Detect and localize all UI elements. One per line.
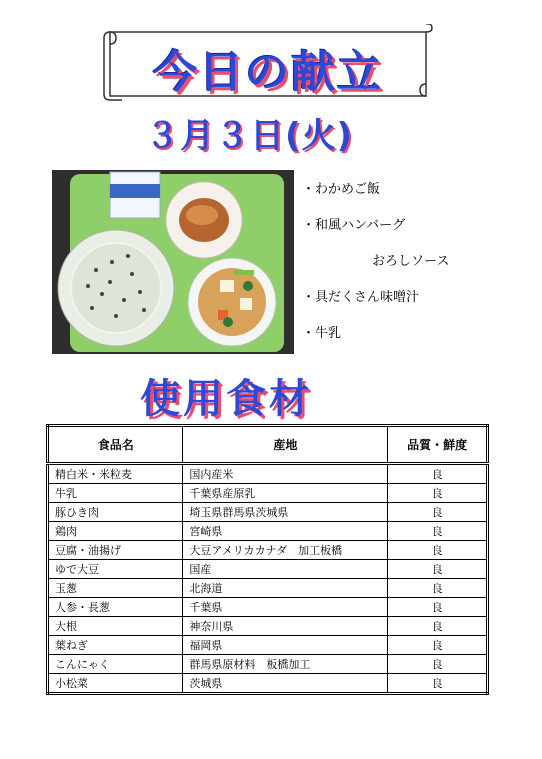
origin: 茨城県 xyxy=(183,674,388,694)
food-name: 豚ひき肉 xyxy=(48,503,183,522)
origin: 国内産米 xyxy=(183,464,388,484)
table-header-row xyxy=(48,426,488,464)
food-name: 豆腐・油揚げ xyxy=(48,541,183,560)
origin: 群馬県原材料 板橋加工 xyxy=(183,655,388,674)
page-title: 今日の献立 xyxy=(153,47,383,98)
quality: 良 xyxy=(388,522,488,541)
table-row xyxy=(48,674,488,694)
quality: 良 xyxy=(388,560,488,579)
table-row xyxy=(48,598,488,617)
table-row xyxy=(48,617,488,636)
quality: 良 xyxy=(388,598,488,617)
origin: 北海道 xyxy=(183,579,388,598)
origin: 神奈川県 xyxy=(183,617,388,636)
title-banner xyxy=(100,24,436,102)
menu-item-milk: ・牛乳 xyxy=(302,326,342,341)
food-name: 小松菜 xyxy=(48,674,183,694)
food-name: 鶏肉 xyxy=(48,522,183,541)
menu-item-hamburg: ・和風ハンバーグ xyxy=(302,218,406,233)
menu-item-miso-soup: ・具だくさん味噌汁 xyxy=(302,290,420,305)
quality: 良 xyxy=(388,579,488,598)
quality: 良 xyxy=(388,655,488,674)
quality: 良 xyxy=(388,484,488,503)
header-quality: 品質・鮮度 xyxy=(388,426,488,464)
food-name: 牛乳 xyxy=(48,484,183,503)
origin: 千葉県産原乳 xyxy=(183,484,388,503)
quality: 良 xyxy=(388,674,488,694)
menu-date: ３月３日(火) xyxy=(145,116,354,156)
lunch-tray-illustration xyxy=(52,170,294,354)
ingredients-title: 使用食材 xyxy=(140,376,312,422)
food-name: 大根 xyxy=(48,617,183,636)
table-row xyxy=(48,636,488,655)
quality: 良 xyxy=(388,617,488,636)
table-row xyxy=(48,464,488,484)
food-name: 葉ねぎ xyxy=(48,636,183,655)
origin: 宮崎県 xyxy=(183,522,388,541)
food-name: ゆで大豆 xyxy=(48,560,183,579)
lunch-photo xyxy=(52,170,294,354)
origin: 国産 xyxy=(183,560,388,579)
food-name: 精白米・米粒麦 xyxy=(48,464,183,484)
table-row xyxy=(48,484,488,503)
table-row xyxy=(48,541,488,560)
food-name: こんにゃく xyxy=(48,655,183,674)
quality: 良 xyxy=(388,541,488,560)
menu-item-wakame-rice: ・わかめご飯 xyxy=(302,182,381,197)
table-row xyxy=(48,503,488,522)
table-row xyxy=(48,579,488,598)
food-name: 玉葱 xyxy=(48,579,183,598)
quality: 良 xyxy=(388,464,488,484)
header-origin: 産地 xyxy=(183,426,388,464)
origin: 千葉県 xyxy=(183,598,388,617)
table-row xyxy=(48,522,488,541)
quality: 良 xyxy=(388,503,488,522)
table-row xyxy=(48,655,488,674)
food-name: 人参・長葱 xyxy=(48,598,183,617)
origin: 福岡県 xyxy=(183,636,388,655)
ingredients-table xyxy=(46,424,489,695)
quality: 良 xyxy=(388,636,488,655)
origin: 埼玉県群馬県茨城県 xyxy=(183,503,388,522)
menu-item-oroshi-sauce: おろしソース xyxy=(372,254,450,269)
table-row xyxy=(48,560,488,579)
header-food-name: 食品名 xyxy=(48,426,183,464)
origin: 大豆アメリカカナダ 加工板橋 xyxy=(183,541,388,560)
